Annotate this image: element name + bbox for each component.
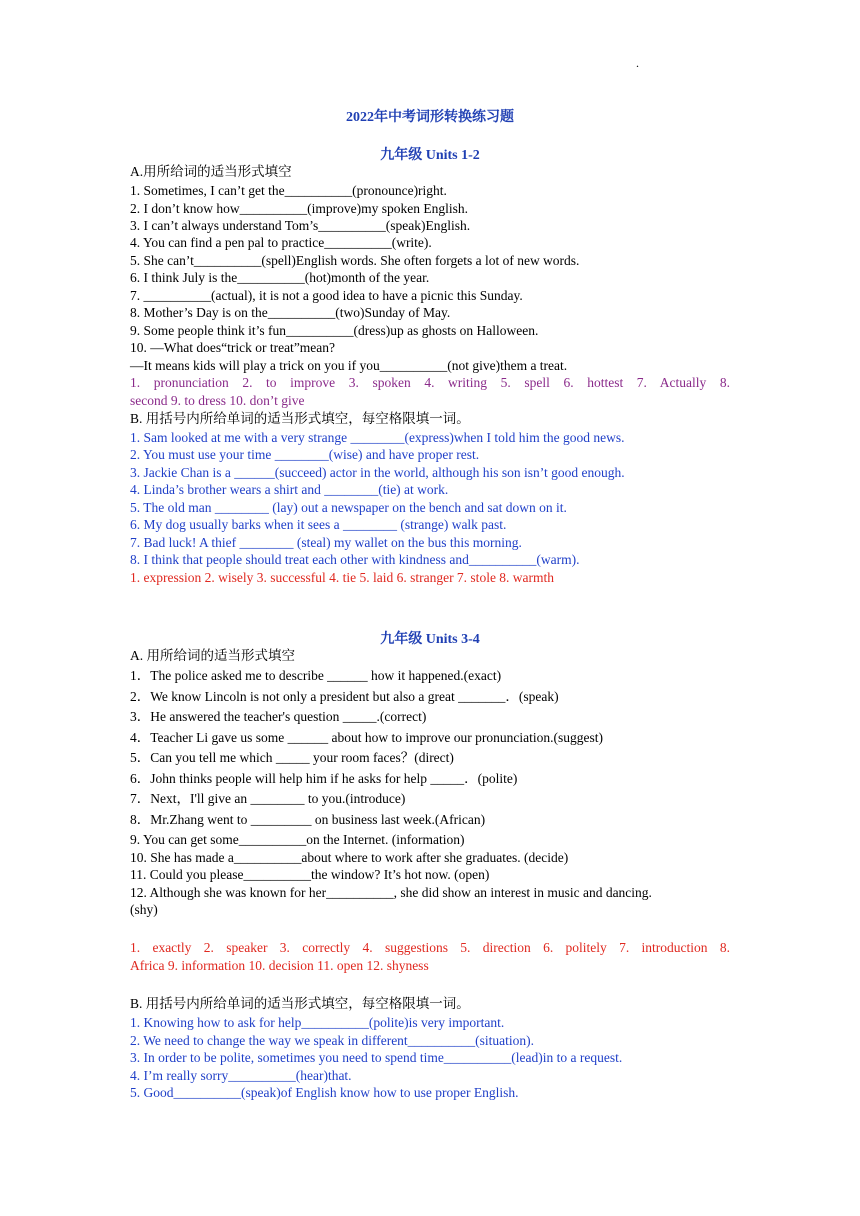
units-1-2-part-b-title: B. 用括号内所给单词的适当形式填空，每空格限填一词。 [130,411,470,426]
answer-key: Africa 9. information 10. decision 11. open 12. shyness [130,958,429,973]
exercise-item: 1. Sometimes, I can’t get the__________(pronounce)right. [130,183,447,198]
units-3-4-part-b-title: B. 用括号内所给单词的适当形式填空，每空格限填一词。 [130,996,470,1011]
exercise-item: 5. The old man ________ (lay) out a newspaper on the bench and sat down on it. [130,500,567,515]
exercise-item: —It means kids will play a trick on you if you__________(not give)them a treat. [130,358,568,373]
exercise-item: 8．Mr.Zhang went to _________ on business last week.(African) [130,812,486,827]
units-3-4-part-a-title: A. 用所给词的适当形式填空 [130,648,295,663]
exercise-item: (shy) [130,902,158,917]
exercise-item: 2. You must use your time ________(wise) and have proper rest. [130,447,480,462]
answer-key: 1. pronunciation 2. to improve 3. spoken 4. writing 5. spell 6. hottest 7. Actually 8. [130,375,730,390]
exercise-item: 2. We need to change the way we speak in different__________(situation). [130,1033,535,1048]
exercise-item: 1. Sam looked at me with a very strange ________(express)when I told him the good news. [130,430,625,445]
units-1-2-heading: 九年级 Units 1-2 [380,148,480,163]
exercise-item: 12. Although she was known for her__________, she did show an interest in music and dancing. [130,885,652,900]
units-1-2-part-a-title: A.用所给词的适当形式填空 [130,164,292,179]
exercise-item: 9. You can get some__________on the Internet. (information) [130,832,465,847]
exercise-item: 7. Bad luck! A thief ________ (steal) my wallet on the bus this morning. [130,535,522,550]
exercise-item: 5. She can’t__________(spell)English words. She often forgets a lot of new words. [130,253,580,268]
exercise-item: 3．He answered the teacher's question _____.(correct) [130,709,427,724]
exercise-item: 4. Linda’s brother wears a shirt and ________(tie) at work. [130,482,449,497]
exercise-item: 1. Knowing how to ask for help__________(polite)is very important. [130,1015,505,1030]
exercise-item: 2. I don’t know how__________(improve)my spoken English. [130,201,468,216]
exercise-item: 4. You can find a pen pal to practice__________(write). [130,235,432,250]
answer-key: second 9. to dress 10. don’t give [130,393,305,408]
exercise-item: 2．We know Lincoln is not only a president but also a great _______．(speak) [130,689,559,704]
document-title: 2022年中考词形转换练习题 [346,110,514,125]
exercise-item: 11. Could you please__________the window? It’s hot now. (open) [130,867,490,882]
exercise-item: 3. I can’t always understand Tom’s__________(speak)English. [130,218,471,233]
exercise-item: 7．Next，I'll give an ________ to you.(introduce) [130,791,406,806]
exercise-item: 6. I think July is the__________(hot)month of the year. [130,270,430,285]
exercise-item: 1．The police asked me to describe ______ how it happened.(exact) [130,668,502,683]
exercise-item: 9. Some people think it’s fun__________(dress)up as ghosts on Halloween. [130,323,539,338]
exercise-item: 5．Can you tell me which _____ your room faces？(direct) [130,750,454,765]
answer-key: 1. expression 2. wisely 3. successful 4. tie 5. laid 6. stranger 7. stole 8. warmth [130,570,555,585]
exercise-item: 4．Teacher Li gave us some ______ about how to improve our pronunciation.(suggest) [130,730,603,745]
exercise-item: 8. I think that people should treat each other with kindness and__________(warm). [130,552,580,567]
exercise-item: 5. Good__________(speak)of English know how to use proper English. [130,1085,519,1100]
corner-mark: . [636,56,639,70]
exercise-item: 3. Jackie Chan is a ______(succeed) actor in the world, although his son isn’t good enough. [130,465,625,480]
answer-key: 1. exactly 2. speaker 3. correctly 4. suggestions 5. direction 6. politely 7. introduction 8. [130,940,730,955]
exercise-item: 6. My dog usually barks when it sees a ________ (strange) walk past. [130,517,507,532]
exercise-item: 7. __________(actual), it is not a good idea to have a picnic this Sunday. [130,288,523,303]
exercise-item: 10. She has made a__________about where to work after she graduates. (decide) [130,850,569,865]
exercise-item: 8. Mother’s Day is on the__________(two)Sunday of May. [130,305,451,320]
exercise-item: 4. I’m really sorry__________(hear)that. [130,1068,352,1083]
exercise-item: 6．John thinks people will help him if he asks for help _____．(polite) [130,771,518,786]
units-3-4-heading: 九年级 Units 3-4 [380,632,480,647]
exercise-item: 3. In order to be polite, sometimes you need to spend time__________(lead)in to a request. [130,1050,623,1065]
exercise-item: 10. —What does“trick or treat”mean? [130,340,336,355]
